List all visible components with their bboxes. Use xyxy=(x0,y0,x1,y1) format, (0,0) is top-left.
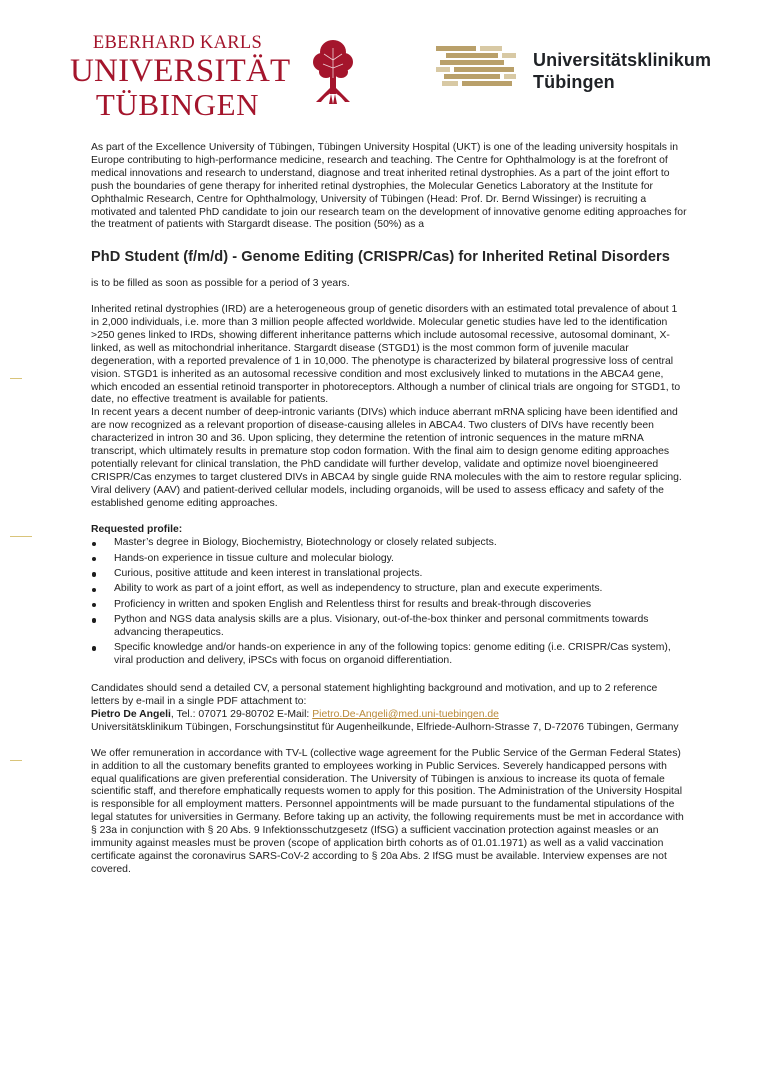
contact-email-link[interactable]: Pietro.De-Angeli@med.uni-tuebingen.de xyxy=(312,709,499,721)
hospital-logo-line1: Universitätsklinikum xyxy=(533,50,712,70)
list-item: Ability to work as part of a joint effort, as well as independency to structure, plan and execute experiments. xyxy=(91,583,688,596)
period-paragraph: is to be filled as soon as possible for a period of 3 years. xyxy=(91,278,350,290)
application-paragraph: Candidates should send a detailed CV, a personal statement highlighting background and motivation, and up to 2 reference letters by e-mail in a single PDF attachment to: xyxy=(91,683,658,708)
posting-content xyxy=(91,142,688,877)
list-item: Master’s degree in Biology, Biochemistry, Biotechnology or closely related subjects. xyxy=(91,537,688,550)
description-paragraph-1: Inherited retinal dystrophies (IRD) are a heterogeneous group of genetic disorders with an estimated total prevalence of about 1 in 2,000 individuals, i.e. more than 3 million people affected worldwide. Molecular genetic studies have led to the identification >250 genes linked to IRDs, showing different inheritance patterns which include autosomal recessive, autosomal dominant, X-linked, as well as mitochondrial inheritance. Stargardt disease (STGD1) is the most common form of juvenile macular degeneration, with a reported prevalence of 1 in 10,000. The phenotype is characterized by bilateral progressive loss of central vision. STGD1 is inherited as an autosomal recessive condition and most exclusively linked to mutations in the ABCA4 gene, which encoded an essential retinoid transporter in photoreceptors. Although a number of clinical trials are ongoing for STGD1, to date, no effective treatment is available for patients. xyxy=(91,304,681,406)
job-title: PhD Student (f/m/d) - Genome Editing (CRISPR/Cas) for Inherited Retinal Disorders xyxy=(91,249,670,266)
list-item: Specific knowledge and/or hands-on experience in any of the following topics: genome editing (i.e. CRISPR/Cas system), viral production and delivery, iPSCs with focus on organoid differentiation. xyxy=(91,642,688,668)
intro-paragraph: As part of the Excellence University of Tübingen, Tübingen University Hospital (UKT) is one of the leading university hospitals in Europe contributing to high-performance medicine, research and teaching. The Centre for Ophthalmology is at the forefront of medical innovations and research to understand, diagnose and treat inherited retinal dystrophies. As a part of the joint effort to push the boundaries of gene therapy for inherited retinal dystrophies, the Molecular Genetics Laboratory at the Institute for Ophthalmic Research, Centre for Ophthalmology, University of Tübingen (Head: Prof. Dr. Bernd Wissinger) is recruiting a motivated and talented PhD candidate to join our research team on the development of innovative genome editing approaches for the treatment of patients with Stargardt disease. The position (50%) as a xyxy=(91,142,687,231)
university-logo[interactable] xyxy=(70,33,291,122)
list-item: Python and NGS data analysis skills are a plus. Visionary, out-of-the-box thinker and personal commitments towards advancing therapeutics. xyxy=(91,614,688,640)
contact-phone: , Tel.: 07071 29-80702 E-Mail: xyxy=(170,709,313,721)
ukt-stripes-icon xyxy=(436,44,520,92)
university-logo-line3: TÜBINGEN xyxy=(95,86,260,122)
margin-mark xyxy=(10,378,22,379)
profile-list xyxy=(91,537,688,668)
list-item: Proficiency in written and spoken English and Relentless thirst for results and break-through discoveries xyxy=(91,599,688,612)
margin-mark xyxy=(10,760,22,761)
hospital-logo-line2: Tübingen xyxy=(533,72,615,92)
description-paragraph-2: In recent years a decent number of deep-intronic variants (DIVs) which induce aberrant mRNA splicing have been identified and are now recognized as a relevant proportion of disease-causing alleles in ABCA4. Two clusters of DIVs have recently been characterized in intron 30 and 36. Upon splicing, they determine the retention of intronic sequences in the mature mRNA transcript, which ultimately results in premature stop codon formation. With the final aim to design genome editing approaches potentially relevant for clinical translation, the PhD candidate will further develop, validate and optimize novel bioengineered CRISPR/Cas enzymes to target clustered DIVs in ABCA4 by single guide RNA molecules with the aim to restore regular splicing. Viral delivery (AAV) and patient-derived cellular models, including organoids, will be used to assess efficacy and safety of the established genome editing approaches. xyxy=(91,407,682,509)
list-item: Curious, positive attitude and keen interest in translational projects. xyxy=(91,568,688,581)
university-logo-line1: EBERHARD KARLS xyxy=(92,33,263,53)
profile-heading: Requested profile: xyxy=(91,523,183,535)
tree-seal-icon xyxy=(312,38,354,106)
contact-name: Pietro De Angeli xyxy=(91,709,171,721)
closing-paragraph: We offer remuneration in accordance with TV-L (collective wage agreement for the Public Service of the German Federal States) in addition to all the customary benefits granted to employees working in Public Services. Severely handicapped persons with equal qualifications are given preferential consideration. The University of Tübingen is anxious to increase its quota of female scientific staff, and therefore emphatically requests women to apply for this position. The Administration of the University Hospital is responsible for all employment matters. Personnel appointments will be made pursuant to the fundamental stipulations of the legal statutes for universities in Germany. Before taking up an activity, the following requirements must be met in accordance with § 23a in conjunction with § 20 Abs. 9 Infektionsschutzgesetz (IfSG) a sufficient vaccination protection against measles or an immunity against measles must be proven (scope of application birth cohorts as of 01.01.1971) as well as a valid vaccination certificate against the coronavirus SARS-CoV-2 according to § 20a Abs. 2 IfSG must be available. Interview expenses are not covered. xyxy=(91,747,684,875)
contact-address: Universitätsklinikum Tübingen, Forschungsinstitut für Augenheilkunde, Elfriede-Aulhorn-Strasse 7, D-72076 Tübingen, Germany xyxy=(91,721,679,733)
list-item: Hands-on experience in tissue culture and molecular biology. xyxy=(91,553,688,566)
margin-mark xyxy=(10,536,32,537)
contact-line xyxy=(91,709,688,722)
university-logo-line2: UNIVERSITÄT xyxy=(70,52,291,89)
hospital-logo[interactable] xyxy=(533,49,711,93)
